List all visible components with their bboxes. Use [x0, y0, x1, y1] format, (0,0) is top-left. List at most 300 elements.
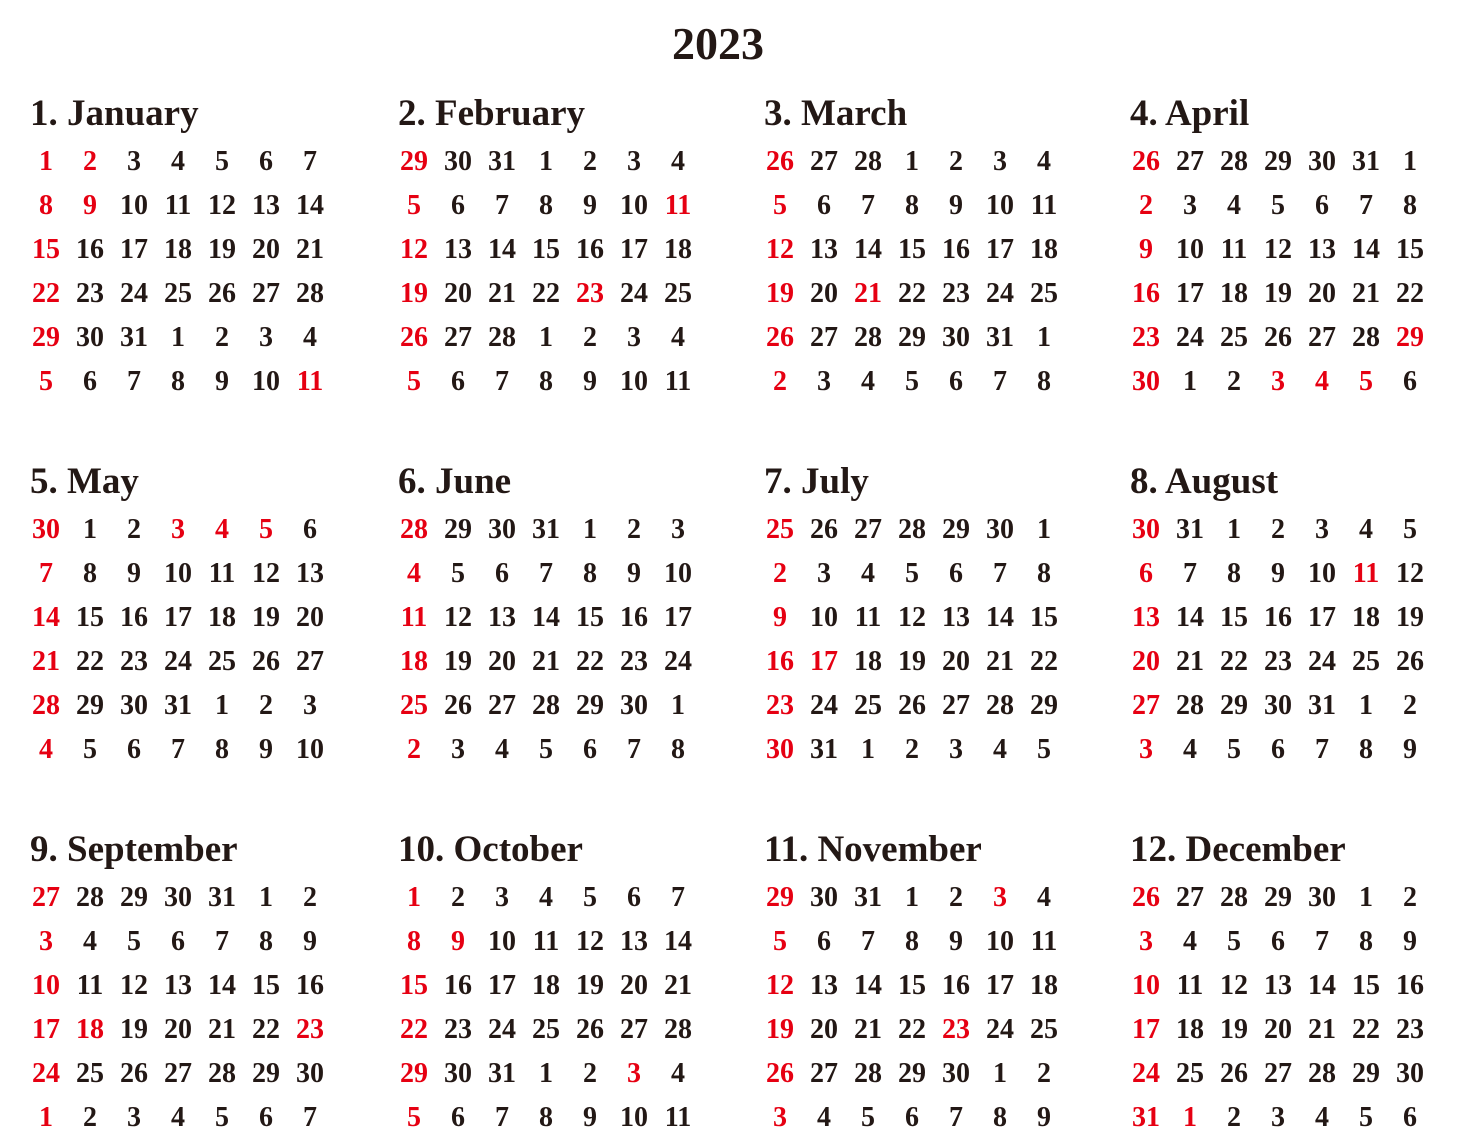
day-cell: 18: [1220, 278, 1248, 309]
day-cell: 26: [1132, 146, 1160, 177]
day-cell: 3: [303, 690, 317, 721]
day-cell: 28: [1352, 322, 1380, 353]
day-cell: 20: [810, 1014, 838, 1045]
day-cell: 15: [532, 234, 560, 265]
day-cell: 2: [83, 146, 97, 177]
day-cell: 30: [444, 146, 472, 177]
day-cell: 29: [1220, 690, 1248, 721]
day-cell: 5: [773, 926, 787, 957]
day-cell: 11: [664, 190, 692, 221]
day-cell: 18: [854, 646, 882, 677]
day-cell: 2: [303, 882, 317, 913]
day-cell: 9: [583, 190, 597, 221]
day-cell: 2: [407, 734, 421, 765]
day-cell: 8: [905, 190, 919, 221]
day-cell: 10: [164, 558, 192, 589]
day-cell: 1: [39, 1102, 53, 1133]
day-cell: 23: [1132, 322, 1160, 353]
day-cell: 1: [539, 322, 553, 353]
day-cell: 29: [76, 690, 104, 721]
day-cell: 4: [671, 322, 685, 353]
day-cell: 30: [1308, 146, 1336, 177]
day-cell: 9: [627, 558, 641, 589]
day-cell: 10: [32, 970, 60, 1001]
day-cell: 31: [1132, 1102, 1160, 1133]
day-cell: 24: [986, 1014, 1014, 1045]
day-cell: 29: [898, 322, 926, 353]
month-title: 4. April: [1130, 93, 1250, 134]
day-cell: 17: [1308, 602, 1336, 633]
day-cell: 10: [1176, 234, 1204, 265]
day-cell: 27: [488, 690, 516, 721]
day-cell: 28: [488, 322, 516, 353]
day-cell: 7: [1315, 734, 1329, 765]
day-cell: 1: [1227, 514, 1241, 545]
day-cell: 19: [766, 1014, 794, 1045]
day-cell: 31: [810, 734, 838, 765]
day-cell: 6: [949, 558, 963, 589]
day-cell: 8: [215, 734, 229, 765]
day-cell: 15: [1352, 970, 1380, 1001]
day-cell: 10: [488, 926, 516, 957]
day-cell: 30: [296, 1058, 324, 1089]
month-title: 12. December: [1130, 829, 1346, 870]
day-cell: 16: [1264, 602, 1292, 633]
day-cell: 28: [1220, 882, 1248, 913]
day-cell: 17: [664, 602, 692, 633]
day-cell: 10: [620, 1102, 648, 1133]
day-cell: 9: [1139, 234, 1153, 265]
day-cell: 2: [1271, 514, 1285, 545]
day-cell: 8: [671, 734, 685, 765]
day-cell: 30: [1132, 366, 1160, 397]
day-cell: 12: [766, 970, 794, 1001]
day-cell: 6: [259, 1102, 273, 1133]
day-cell: 22: [400, 1014, 428, 1045]
day-grid: [392, 140, 712, 404]
day-cell: 19: [1264, 278, 1292, 309]
day-cell: 6: [905, 1102, 919, 1133]
day-cell: 30: [1308, 882, 1336, 913]
day-cell: 31: [986, 322, 1014, 353]
day-cell: 8: [1359, 926, 1373, 957]
day-cell: 21: [296, 234, 324, 265]
day-cell: 26: [576, 1014, 604, 1045]
day-cell: 7: [303, 1102, 317, 1133]
month-title: 8. August: [1130, 461, 1279, 502]
day-cell: 6: [1271, 926, 1285, 957]
day-cell: 3: [817, 366, 831, 397]
day-cell: 5: [83, 734, 97, 765]
day-cell: 11: [164, 190, 192, 221]
day-cell: 23: [120, 646, 148, 677]
day-cell: 9: [1403, 926, 1417, 957]
month-block: [758, 828, 1078, 1140]
day-cell: 13: [1308, 234, 1336, 265]
day-cell: 15: [1396, 234, 1424, 265]
day-cell: 27: [810, 322, 838, 353]
day-cell: 11: [1352, 558, 1380, 589]
day-cell: 27: [444, 322, 472, 353]
day-cell: 6: [259, 146, 273, 177]
day-cell: 5: [407, 1102, 421, 1133]
day-cell: 20: [942, 646, 970, 677]
day-cell: 2: [1227, 1102, 1241, 1133]
day-cell: 5: [1359, 1102, 1373, 1133]
day-cell: 2: [1403, 882, 1417, 913]
day-cell: 22: [898, 1014, 926, 1045]
day-cell: 26: [810, 514, 838, 545]
day-cell: 28: [1308, 1058, 1336, 1089]
day-cell: 31: [120, 322, 148, 353]
day-cell: 17: [620, 234, 648, 265]
day-cell: 24: [1132, 1058, 1160, 1089]
day-cell: 18: [532, 970, 560, 1001]
day-grid: [1124, 140, 1444, 404]
day-cell: 7: [215, 926, 229, 957]
day-cell: 20: [164, 1014, 192, 1045]
day-cell: 24: [1308, 646, 1336, 677]
day-cell: 9: [949, 926, 963, 957]
day-cell: 19: [252, 602, 280, 633]
day-cell: 23: [942, 278, 970, 309]
day-cell: 18: [1030, 234, 1058, 265]
day-cell: 5: [905, 366, 919, 397]
day-cell: 2: [773, 558, 787, 589]
day-cell: 31: [1308, 690, 1336, 721]
day-cell: 26: [898, 690, 926, 721]
day-cell: 13: [488, 602, 516, 633]
day-cell: 26: [208, 278, 236, 309]
day-cell: 18: [1030, 970, 1058, 1001]
day-cell: 8: [1359, 734, 1373, 765]
day-cell: 6: [1403, 1102, 1417, 1133]
day-cell: 6: [171, 926, 185, 957]
day-cell: 16: [1132, 278, 1160, 309]
day-cell: 19: [208, 234, 236, 265]
day-cell: 20: [1264, 1014, 1292, 1045]
day-cell: 15: [898, 234, 926, 265]
day-cell: 22: [576, 646, 604, 677]
day-cell: 2: [1037, 1058, 1051, 1089]
day-cell: 11: [854, 602, 882, 633]
day-cell: 12: [120, 970, 148, 1001]
day-cell: 7: [39, 558, 53, 589]
day-cell: 26: [1396, 646, 1424, 677]
day-cell: 8: [1403, 190, 1417, 221]
day-cell: 5: [1227, 734, 1241, 765]
day-cell: 14: [664, 926, 692, 957]
month-title: 7. July: [764, 461, 869, 502]
day-cell: 13: [164, 970, 192, 1001]
day-cell: 31: [164, 690, 192, 721]
day-cell: 31: [208, 882, 236, 913]
day-cell: 1: [539, 146, 553, 177]
day-cell: 12: [576, 926, 604, 957]
day-cell: 24: [620, 278, 648, 309]
day-cell: 29: [942, 514, 970, 545]
day-cell: 4: [861, 558, 875, 589]
day-cell: 22: [32, 278, 60, 309]
day-cell: 22: [532, 278, 560, 309]
day-cell: 4: [539, 882, 553, 913]
day-cell: 28: [986, 690, 1014, 721]
day-cell: 23: [942, 1014, 970, 1045]
day-cell: 19: [1396, 602, 1424, 633]
day-cell: 21: [664, 970, 692, 1001]
day-cell: 25: [164, 278, 192, 309]
day-cell: 5: [215, 1102, 229, 1133]
day-cell: 28: [898, 514, 926, 545]
day-cell: 30: [942, 1058, 970, 1089]
day-cell: 20: [296, 602, 324, 633]
day-cell: 5: [407, 190, 421, 221]
day-cell: 7: [495, 190, 509, 221]
day-cell: 26: [1132, 882, 1160, 913]
day-cell: 20: [1308, 278, 1336, 309]
day-cell: 8: [905, 926, 919, 957]
day-grid: [1124, 876, 1444, 1140]
day-cell: 1: [905, 146, 919, 177]
day-cell: 8: [171, 366, 185, 397]
day-cell: 30: [488, 514, 516, 545]
day-cell: 29: [1030, 690, 1058, 721]
day-cell: 9: [949, 190, 963, 221]
month-block: [758, 460, 1078, 772]
day-cell: 20: [488, 646, 516, 677]
day-cell: 2: [773, 366, 787, 397]
month-block: [1124, 828, 1444, 1140]
day-cell: 16: [620, 602, 648, 633]
day-cell: 9: [1271, 558, 1285, 589]
day-cell: 1: [1403, 146, 1417, 177]
day-cell: 30: [986, 514, 1014, 545]
day-grid: [758, 876, 1078, 1140]
day-cell: 20: [252, 234, 280, 265]
day-cell: 4: [171, 146, 185, 177]
day-cell: 3: [1183, 190, 1197, 221]
day-cell: 17: [986, 234, 1014, 265]
year-title: 2023: [672, 18, 764, 69]
month-title: 2. February: [398, 93, 586, 134]
day-cell: 12: [1264, 234, 1292, 265]
day-cell: 8: [1037, 366, 1051, 397]
day-cell: 27: [810, 146, 838, 177]
day-cell: 3: [127, 1102, 141, 1133]
day-cell: 26: [252, 646, 280, 677]
day-cell: 5: [407, 366, 421, 397]
day-cell: 5: [539, 734, 553, 765]
day-cell: 2: [215, 322, 229, 353]
day-cell: 6: [451, 190, 465, 221]
day-cell: 30: [76, 322, 104, 353]
day-cell: 8: [539, 190, 553, 221]
day-cell: 30: [1264, 690, 1292, 721]
day-cell: 28: [32, 690, 60, 721]
day-cell: 1: [215, 690, 229, 721]
day-cell: 4: [407, 558, 421, 589]
day-cell: 13: [620, 926, 648, 957]
day-cell: 8: [39, 190, 53, 221]
day-cell: 31: [532, 514, 560, 545]
day-cell: 30: [1132, 514, 1160, 545]
day-cell: 7: [993, 366, 1007, 397]
day-cell: 23: [76, 278, 104, 309]
day-cell: 11: [1176, 970, 1204, 1001]
day-cell: 2: [583, 322, 597, 353]
day-cell: 28: [76, 882, 104, 913]
day-cell: 14: [1176, 602, 1204, 633]
day-cell: 3: [1139, 926, 1153, 957]
day-cell: 21: [1352, 278, 1380, 309]
month-block: [1124, 92, 1444, 404]
day-cell: 26: [1220, 1058, 1248, 1089]
day-cell: 21: [488, 278, 516, 309]
day-cell: 21: [208, 1014, 236, 1045]
day-cell: 18: [208, 602, 236, 633]
day-cell: 29: [576, 690, 604, 721]
day-cell: 25: [1030, 278, 1058, 309]
day-cell: 2: [1139, 190, 1153, 221]
day-cell: 2: [451, 882, 465, 913]
day-cell: 13: [444, 234, 472, 265]
day-cell: 14: [32, 602, 60, 633]
day-cell: 30: [620, 690, 648, 721]
day-cell: 29: [766, 882, 794, 913]
day-cell: 7: [495, 366, 509, 397]
day-cell: 23: [444, 1014, 472, 1045]
day-cell: 9: [451, 926, 465, 957]
day-cell: 10: [120, 190, 148, 221]
day-cell: 11: [296, 366, 324, 397]
day-cell: 4: [495, 734, 509, 765]
day-cell: 5: [451, 558, 465, 589]
month-title: 9. September: [30, 829, 238, 870]
day-cell: 26: [766, 146, 794, 177]
day-cell: 3: [259, 322, 273, 353]
day-cell: 4: [993, 734, 1007, 765]
day-cell: 28: [664, 1014, 692, 1045]
day-cell: 5: [1271, 190, 1285, 221]
day-cell: 14: [488, 234, 516, 265]
day-cell: 29: [252, 1058, 280, 1089]
day-cell: 3: [39, 926, 53, 957]
day-cell: 21: [986, 646, 1014, 677]
day-cell: 3: [773, 1102, 787, 1133]
day-cell: 7: [539, 558, 553, 589]
day-cell: 1: [539, 1058, 553, 1089]
day-cell: 7: [127, 366, 141, 397]
day-cell: 4: [817, 1102, 831, 1133]
day-cell: 3: [1271, 366, 1285, 397]
day-cell: 23: [766, 690, 794, 721]
day-cell: 3: [1271, 1102, 1285, 1133]
day-cell: 1: [1037, 322, 1051, 353]
day-cell: 27: [1176, 882, 1204, 913]
day-grid: [24, 508, 344, 772]
day-cell: 4: [83, 926, 97, 957]
day-cell: 25: [208, 646, 236, 677]
day-cell: 13: [1132, 602, 1160, 633]
day-cell: 3: [671, 514, 685, 545]
day-cell: 13: [296, 558, 324, 589]
day-cell: 29: [32, 322, 60, 353]
day-grid: [392, 876, 712, 1140]
day-cell: 3: [171, 514, 185, 545]
day-cell: 8: [539, 1102, 553, 1133]
month-title: 1. January: [30, 93, 199, 134]
day-cell: 4: [1315, 366, 1329, 397]
day-cell: 24: [1176, 322, 1204, 353]
day-cell: 15: [576, 602, 604, 633]
day-cell: 25: [664, 278, 692, 309]
day-cell: 27: [252, 278, 280, 309]
day-cell: 25: [1176, 1058, 1204, 1089]
day-cell: 4: [1315, 1102, 1329, 1133]
day-cell: 15: [898, 970, 926, 1001]
day-cell: 25: [1352, 646, 1380, 677]
day-cell: 28: [400, 514, 428, 545]
day-cell: 18: [400, 646, 428, 677]
day-cell: 20: [444, 278, 472, 309]
day-cell: 29: [444, 514, 472, 545]
day-cell: 19: [898, 646, 926, 677]
day-cell: 11: [208, 558, 236, 589]
day-cell: 19: [400, 278, 428, 309]
day-cell: 17: [164, 602, 192, 633]
day-cell: 14: [532, 602, 560, 633]
day-cell: 12: [898, 602, 926, 633]
day-cell: 24: [120, 278, 148, 309]
day-cell: 28: [1176, 690, 1204, 721]
day-cell: 24: [32, 1058, 60, 1089]
month-block: [1124, 460, 1444, 772]
day-cell: 14: [1308, 970, 1336, 1001]
day-cell: 19: [1220, 1014, 1248, 1045]
day-cell: 6: [817, 190, 831, 221]
day-cell: 3: [451, 734, 465, 765]
day-cell: 22: [1220, 646, 1248, 677]
day-cell: 17: [1132, 1014, 1160, 1045]
day-cell: 6: [1271, 734, 1285, 765]
day-cell: 27: [1264, 1058, 1292, 1089]
day-cell: 4: [39, 734, 53, 765]
day-cell: 11: [76, 970, 104, 1001]
day-cell: 14: [208, 970, 236, 1001]
day-cell: 16: [444, 970, 472, 1001]
day-cell: 1: [671, 690, 685, 721]
day-cell: 30: [164, 882, 192, 913]
day-cell: 28: [208, 1058, 236, 1089]
day-cell: 3: [1315, 514, 1329, 545]
day-cell: 2: [627, 514, 641, 545]
day-cell: 4: [1183, 734, 1197, 765]
day-cell: 23: [1264, 646, 1292, 677]
day-cell: 7: [861, 926, 875, 957]
day-cell: 5: [1227, 926, 1241, 957]
day-cell: 29: [120, 882, 148, 913]
day-cell: 12: [1396, 558, 1424, 589]
day-cell: 12: [252, 558, 280, 589]
day-cell: 29: [1352, 1058, 1380, 1089]
day-cell: 7: [1359, 190, 1373, 221]
day-cell: 1: [407, 882, 421, 913]
day-cell: 15: [400, 970, 428, 1001]
day-grid: [24, 876, 344, 1140]
month-title: 6. June: [398, 461, 512, 502]
day-cell: 23: [620, 646, 648, 677]
day-cell: 1: [1183, 366, 1197, 397]
